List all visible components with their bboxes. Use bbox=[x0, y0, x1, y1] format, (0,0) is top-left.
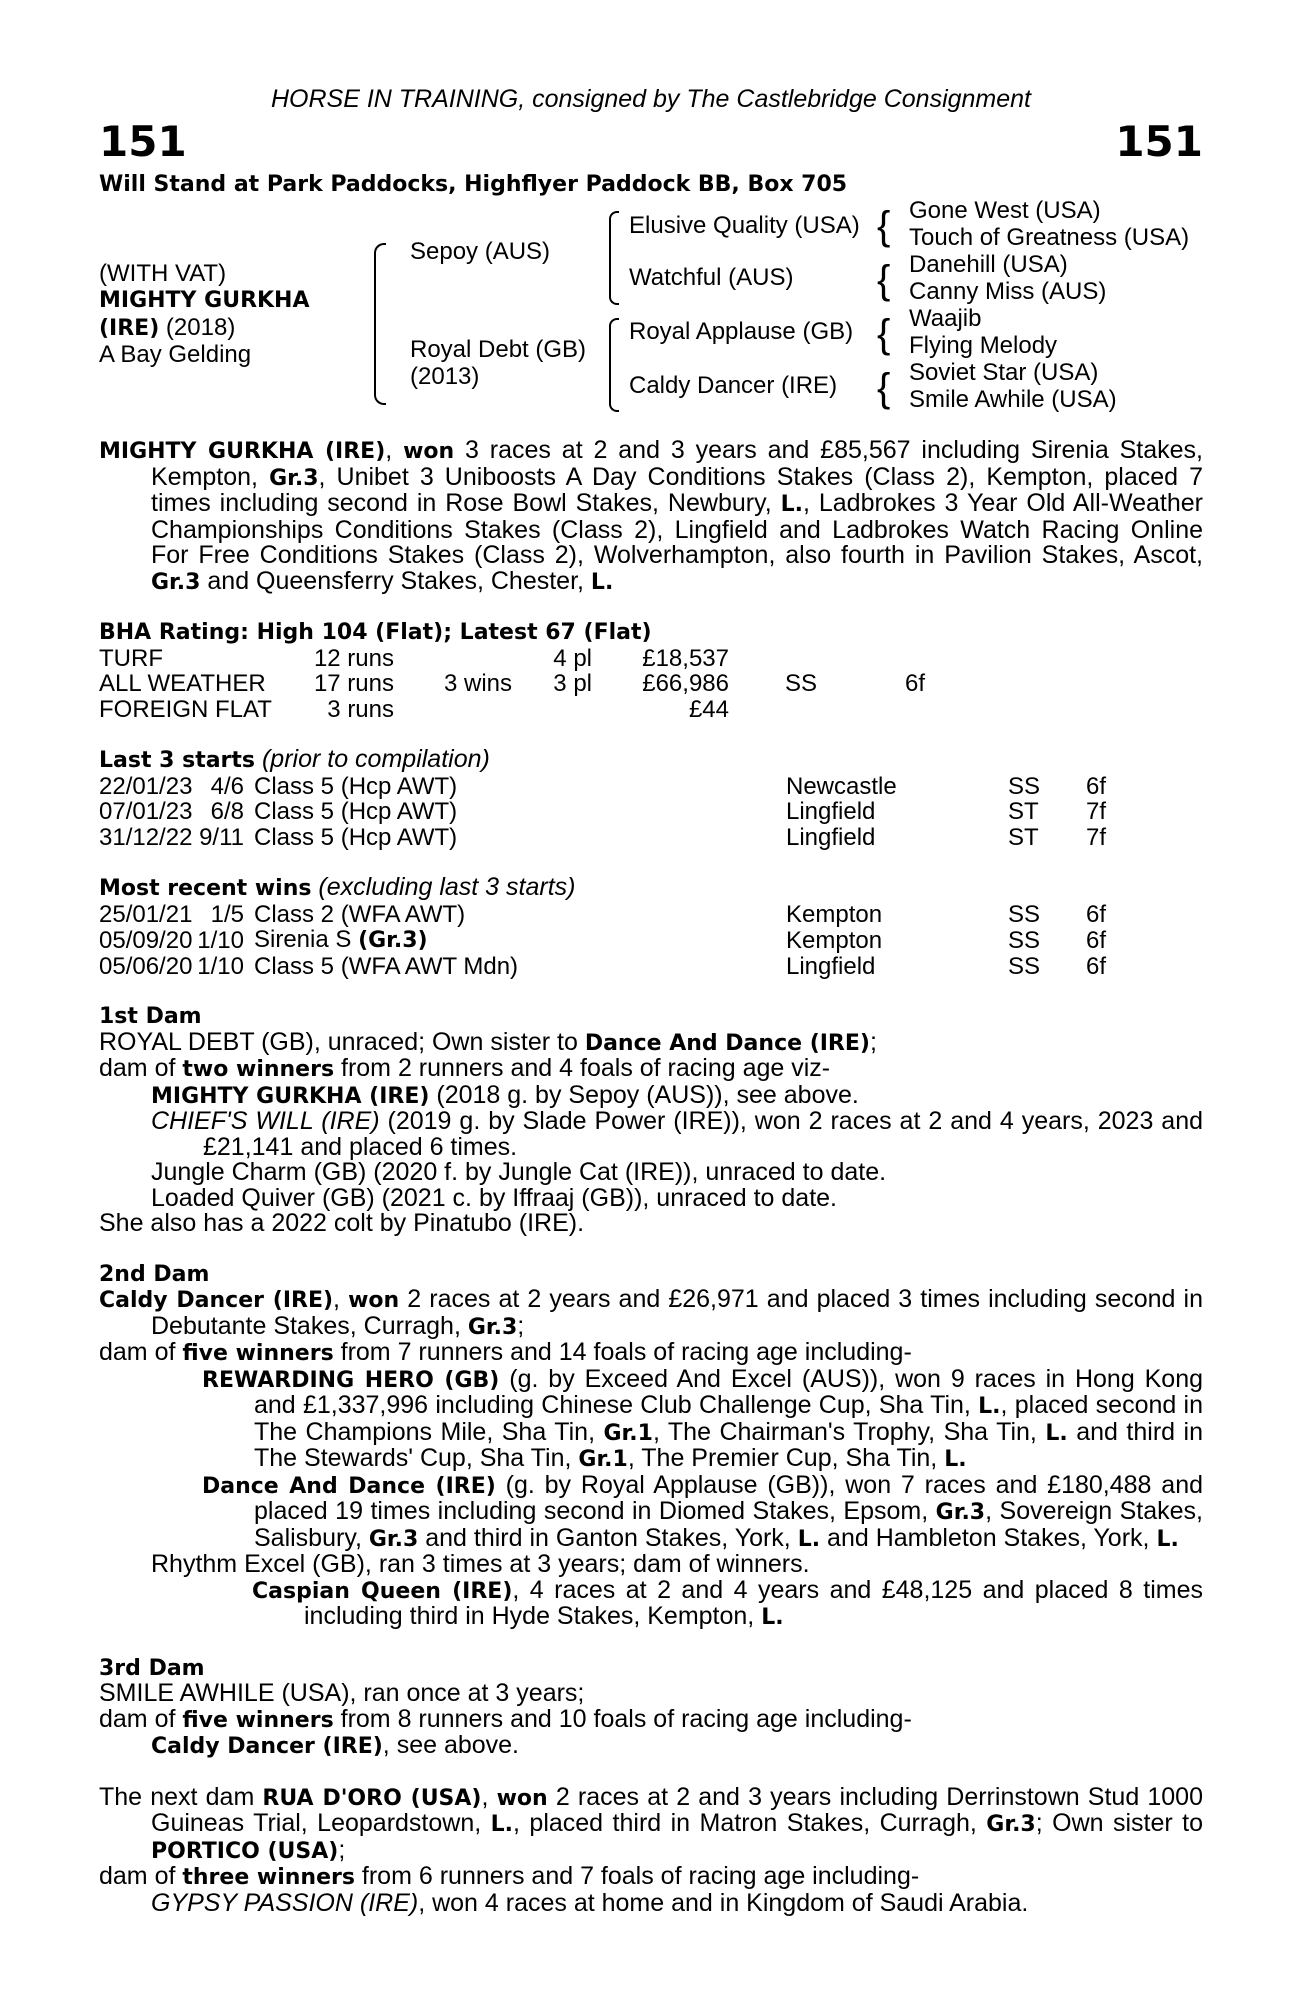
run-date: 05/09/20 bbox=[99, 926, 193, 954]
brace-ss: { bbox=[877, 204, 891, 248]
next-dam-produce: dam of three winners from 6 runners and 7 foals of racing age including- bbox=[99, 1862, 920, 1890]
produce-note: She also has a 2022 colt by Pinatubo (IRE). bbox=[99, 1209, 585, 1237]
bha-rating-title: BHA Rating: High 104 (Flat); Latest 67 (Flat) bbox=[99, 620, 652, 645]
recent-win-row bbox=[99, 927, 1126, 954]
produce-item: MIGHTY GURKHA (IRE) (2018 g. by Sepoy (AUS)), see above. bbox=[151, 1080, 859, 1109]
third-dam-produce: dam of five winners from 8 runners and 10 foals of racing age including- bbox=[99, 1704, 912, 1733]
last-start-row bbox=[99, 799, 1126, 825]
dam-dam: Caldy Dancer (IRE) bbox=[629, 372, 838, 399]
dam-brace bbox=[609, 318, 619, 412]
run-position: 4/6 bbox=[210, 772, 244, 800]
next-dam-line: The next dam RUA D'ORO (USA), won 2 races at 2 and 3 years including Derrinstown Stud 1000 Guineas Trial, Leopardstown, L., placed third in Matron Stakes, Curragh, Gr.3; Own sister to PORTICO (USA); bbox=[99, 1782, 1203, 1864]
rating-wins: 3 wins bbox=[443, 670, 512, 697]
run-course: Newcastle bbox=[786, 772, 897, 800]
dam-sire-sire: Waajib bbox=[909, 305, 982, 332]
sire-sire-sire: Gone West (USA) bbox=[909, 197, 1101, 224]
produce-item: Caldy Dancer (IRE), see above. bbox=[151, 1731, 520, 1759]
rating-placed: 4 pl bbox=[553, 644, 592, 672]
rating-runs: 17 runs bbox=[313, 670, 394, 697]
third-dam-title: 3rd Dam bbox=[99, 1655, 205, 1681]
second-dam-title: 2nd Dam bbox=[99, 1261, 210, 1287]
rating-going bbox=[729, 697, 817, 723]
sire-dam-sire: Danehill (USA) bbox=[909, 251, 1068, 278]
rating-runs: 3 runs bbox=[327, 695, 394, 723]
recent-win-row bbox=[99, 902, 1126, 928]
run-going: SS bbox=[1008, 900, 1041, 928]
sire-dam-dam: Canny Miss (AUS) bbox=[909, 278, 1107, 305]
second-dam-line: Caldy Dancer (IRE), won 2 races at 2 years and £26,971 and placed 3 times including second in Debutante Stakes, Curragh, Gr.3; bbox=[99, 1285, 1203, 1340]
run-position: 1/5 bbox=[210, 900, 244, 928]
brace-sd: { bbox=[877, 258, 891, 302]
run-distance: 6f bbox=[1086, 952, 1107, 980]
catalogue-page bbox=[99, 80, 1203, 1916]
dam-sire-dam: Flying Melody bbox=[909, 332, 1058, 359]
vat-label: (WITH VAT) bbox=[99, 260, 227, 287]
rating-prize: £18,537 bbox=[642, 644, 729, 672]
rating-wins bbox=[394, 646, 512, 672]
rating-distance bbox=[817, 697, 925, 723]
run-race: Class 5 (Hcp AWT) bbox=[254, 823, 458, 851]
run-race: Class 5 (Hcp AWT) bbox=[254, 772, 458, 800]
run-course: Lingfield bbox=[786, 798, 876, 825]
first-dam-title: 1st Dam bbox=[99, 1004, 202, 1029]
rating-distance: 6f bbox=[904, 670, 925, 697]
run-date: 22/01/23 bbox=[99, 772, 193, 800]
brace-dd: { bbox=[877, 366, 891, 410]
rating-going bbox=[729, 646, 817, 672]
second-dam-produce: dam of five winners from 7 runners and 14 foals of racing age including- bbox=[99, 1338, 912, 1366]
run-race: Class 5 (Hcp AWT) bbox=[254, 798, 458, 825]
dam-sire: Royal Applause (GB) bbox=[629, 318, 854, 345]
brace-ds: { bbox=[877, 312, 891, 356]
horse-name-suffix: (IRE) (2018) bbox=[99, 314, 236, 341]
pedigree-block bbox=[99, 197, 1203, 426]
recent-wins-table bbox=[99, 902, 1126, 980]
run-course: Kempton bbox=[786, 926, 883, 954]
run-race: Class 5 (WFA AWT Mdn) bbox=[254, 952, 519, 980]
dam-name: Royal Debt (GB) bbox=[410, 336, 587, 363]
run-date: 05/06/20 bbox=[99, 952, 193, 980]
first-dam-line: ROYAL DEBT (GB), unraced; Own sister to Dance And Dance (IRE); bbox=[99, 1027, 877, 1056]
horse-name: MIGHTY GURKHA bbox=[99, 288, 310, 313]
dam-dam-sire: Soviet Star (USA) bbox=[909, 359, 1099, 386]
run-course: Lingfield bbox=[786, 952, 876, 980]
sire-sire-dam: Touch of Greatness (USA) bbox=[909, 224, 1190, 251]
run-date: 07/01/23 bbox=[99, 798, 193, 825]
rating-surface: FOREIGN FLAT bbox=[99, 695, 272, 723]
run-going: ST bbox=[1008, 798, 1039, 825]
run-position: 6/8 bbox=[210, 798, 244, 825]
rating-distance bbox=[817, 646, 925, 672]
recent-wins-heading: Most recent wins (excluding last 3 starts) bbox=[99, 873, 576, 901]
run-race: Sirenia S (Gr.3) bbox=[254, 926, 428, 953]
rating-surface: ALL WEATHER bbox=[99, 670, 266, 697]
last-start-row bbox=[99, 825, 1126, 851]
run-going: ST bbox=[1008, 823, 1039, 851]
rating-row bbox=[99, 646, 925, 672]
run-going: SS bbox=[1008, 926, 1041, 954]
recent-win-row bbox=[99, 954, 1126, 980]
run-going: SS bbox=[1008, 952, 1041, 980]
stand-location: Will Stand at Park Paddocks, Highflyer Paddock BB, Box 705 bbox=[99, 172, 848, 197]
rating-prize: £44 bbox=[688, 695, 729, 723]
rating-row bbox=[99, 697, 925, 723]
horse-description: A Bay Gelding bbox=[99, 341, 252, 368]
rating-table bbox=[99, 646, 925, 723]
produce-item: REWARDING HERO (GB) (g. by Exceed And Excel (AUS)), won 9 races in Hong Kong and £1,337,996 including Chinese Club Challenge Cup, Sha Tin, L., placed second in The Champions Mile, Sha Tin, Gr.1, The Chairman's Trophy, Sha Tin, L. and third in The Stewards' Cup, Sha Tin, Gr.1, The Premier Cup, Sha Tin, L. bbox=[202, 1364, 1204, 1472]
sire: Sepoy (AUS) bbox=[410, 238, 551, 265]
rating-going: SS bbox=[784, 670, 817, 697]
sire-dam: Watchful (AUS) bbox=[629, 264, 794, 291]
third-dam-line: SMILE AWHILE (USA), ran once at 3 years; bbox=[99, 1679, 585, 1707]
produce-item: Loaded Quiver (GB) (2021 c. by Iffraaj (GB)), unraced to date. bbox=[151, 1183, 837, 1212]
produce-item: CHIEF'S WILL (IRE) (2019 g. by Slade Power (IRE)), won 2 races at 2 and 4 years, 2023 and £21,141 and placed 6 times. bbox=[151, 1107, 1204, 1161]
produce-item: Rhythm Excel (GB), ran 3 times at 3 years; dam of winners. bbox=[151, 1550, 810, 1578]
rating-wins bbox=[394, 697, 512, 723]
run-date: 31/12/22 bbox=[99, 823, 193, 851]
run-distance: 6f bbox=[1086, 772, 1107, 800]
produce-item: Jungle Charm (GB) (2020 f. by Jungle Cat (IRE)), unraced to date. bbox=[151, 1158, 887, 1186]
rating-prize: £66,986 bbox=[642, 670, 729, 697]
rating-row bbox=[99, 671, 925, 697]
consignment-header: HORSE IN TRAINING, consigned by The Castlebridge Consignment bbox=[270, 85, 1032, 113]
run-position: 9/11 bbox=[199, 823, 244, 851]
produce-item: GYPSY PASSION (IRE), won 4 races at home and in Kingdom of Saudi Arabia. bbox=[151, 1888, 1029, 1917]
produce-item: Caspian Queen (IRE), 4 races at 2 and 4 years and £48,125 and placed 8 times including third in Hyde Stakes, Kempton, L. bbox=[252, 1575, 1203, 1630]
rating-runs: 12 runs bbox=[313, 644, 394, 672]
run-course: Lingfield bbox=[786, 823, 876, 851]
run-course: Kempton bbox=[786, 900, 883, 928]
lot-number-left: 151 bbox=[99, 117, 187, 166]
run-distance: 6f bbox=[1086, 900, 1107, 928]
run-distance: 6f bbox=[1086, 926, 1107, 954]
run-position: 1/10 bbox=[197, 952, 244, 980]
rating-surface: TURF bbox=[99, 644, 163, 672]
run-date: 25/01/21 bbox=[99, 900, 193, 928]
run-position: 1/10 bbox=[197, 926, 244, 954]
first-dam-produce: dam of two winners from 2 runners and 4 foals of racing age viz- bbox=[99, 1054, 831, 1082]
race-summary: MIGHTY GURKHA (IRE), won 3 races at 2 and 3 years and £85,567 including Sirenia Stakes, Kempton, Gr.3, Unibet 3 Uniboosts A Day Conditions Stakes (Class 2), Kempton, placed 7 times including second in Rose Bowl Stakes, Newbury, L., Ladbrokes 3 Year Old All-Weather Championships Conditions Stakes (Class 2), Lingfield and Ladbrokes Watch Racing Online For Free Conditions Stakes (Class 2), Wolverhampton, also fourth in Pavilion Stakes, Ascot, Gr.3 and Queensferry Stakes, Chester, L. bbox=[99, 436, 1204, 595]
produce-item: Dance And Dance (IRE) (g. by Royal Applause (GB)), won 7 races and £180,488 and placed 19 times including second in Diomed Stakes, Epsom, Gr.3, Sovereign Stakes, Salisbury, Gr.3 and third in Ganton Stakes, York, L. and Hambleton Stakes, York, L. bbox=[202, 1470, 1203, 1552]
main-brace bbox=[374, 243, 386, 405]
last-start-row bbox=[99, 774, 1126, 800]
run-race: Class 2 (WFA AWT) bbox=[254, 900, 466, 928]
run-going: SS bbox=[1008, 772, 1041, 800]
sire-brace bbox=[609, 211, 619, 305]
rating-placed bbox=[512, 697, 592, 723]
rating-placed: 3 pl bbox=[553, 670, 592, 697]
lot-number-right: 151 bbox=[1115, 117, 1203, 166]
last-starts-heading: Last 3 starts (prior to compilation) bbox=[99, 745, 490, 773]
dam-year: (2013) bbox=[410, 363, 480, 390]
run-distance: 7f bbox=[1086, 823, 1107, 851]
sire-sire: Elusive Quality (USA) bbox=[629, 212, 860, 239]
dam-dam-dam: Smile Awhile (USA) bbox=[909, 386, 1117, 413]
run-distance: 7f bbox=[1086, 798, 1107, 825]
last-starts-table bbox=[99, 774, 1126, 851]
